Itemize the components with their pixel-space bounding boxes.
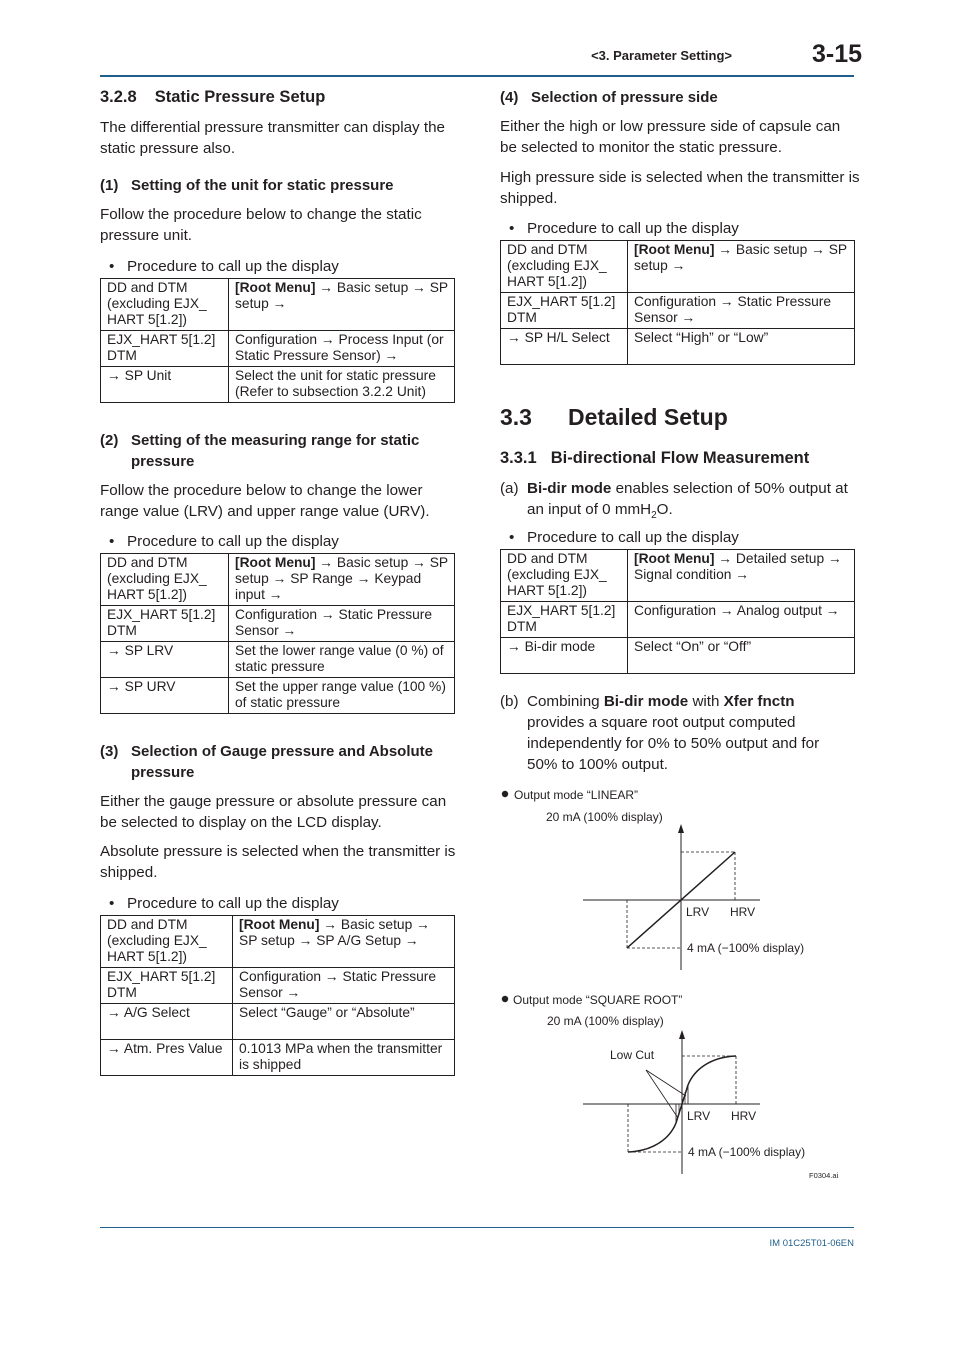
- gauge-procedure-table: [100, 915, 455, 1076]
- table-cell: [Root Menu] → Basic setup → SP setup → SP A/G Setup →: [233, 916, 455, 968]
- heading-pressure-side: (4) Selection of pressure side: [500, 89, 718, 106]
- table-cell: DD and DTM (excluding EJX_ HART 5[1.2]): [101, 554, 229, 606]
- sqrt-caption: Output mode “SQUARE ROOT”: [513, 993, 683, 1007]
- low-cut-pointer: [646, 1070, 686, 1096]
- table-cell: 0.1013 MPa when the transmitter is shipped: [233, 1040, 455, 1076]
- pressure-side-paragraph-2: High pressure side is selected when the transmitter is shipped.: [500, 169, 860, 207]
- table-row: [101, 279, 455, 331]
- sqrt-upper-curve: [682, 1056, 736, 1104]
- table-cell: Select “High” or “Low”: [628, 329, 855, 365]
- heading-3-2-8: 3.2.8 Static Pressure Setup: [100, 88, 326, 106]
- linear-hrv-label: HRV: [730, 905, 756, 919]
- sqrt-bottom-label: 4 mA (−100% display): [688, 1145, 806, 1159]
- heading-setting-unit: (1) Setting of the unit for static pressure: [100, 177, 394, 194]
- bidir-procedure-table: [500, 549, 855, 674]
- table-cell: → Bi-dir mode: [501, 638, 628, 674]
- table-row: [101, 1004, 455, 1040]
- pressure-side-procedure-table: [500, 240, 855, 365]
- pressure-side-bullet: • Procedure to call up the display: [509, 220, 739, 237]
- table-row: [501, 602, 855, 638]
- table-row: [101, 642, 455, 678]
- page-number: 3-15: [812, 40, 863, 68]
- table-cell: DD and DTM (excluding EJX_ HART 5[1.2]): [501, 550, 628, 602]
- table-row: [101, 331, 455, 367]
- y-axis-arrow: [679, 1030, 685, 1039]
- low-cut-pointer: [646, 1070, 678, 1118]
- table-cell: Set the lower range value (0 %) of static pressure: [229, 642, 455, 678]
- gauge-paragraph-2: Absolute pressure is selected when the transmitter is shipped.: [100, 843, 456, 881]
- heading-measuring-range: (2) Setting of the measuring range for static pressure: [100, 432, 420, 470]
- heading-3-3: 3.3 Detailed Setup: [500, 404, 728, 430]
- table-row: [501, 550, 855, 602]
- range-bullet: • Procedure to call up the display: [109, 533, 339, 550]
- bullet-icon: [502, 996, 508, 1002]
- linear-graph: [502, 788, 804, 970]
- table-cell: Configuration → Static Pressure Sensor →: [233, 968, 455, 1004]
- linear-lrv-label: LRV: [686, 905, 710, 919]
- sqrt-hrv-label: HRV: [731, 1109, 757, 1123]
- table-row: [101, 554, 455, 606]
- square-root-graph: [502, 993, 805, 1174]
- table-cell: EJX_HART 5[1.2] DTM: [101, 331, 229, 367]
- table-cell: [Root Menu] → Basic setup → SP setup →: [229, 279, 455, 331]
- table-cell: [Root Menu] → Basic setup → SP setup → SP Range → Keypad input →: [229, 554, 455, 606]
- table-cell: Select the unit for static pressure (Refer to subsection 3.2.2 Unit): [229, 367, 455, 403]
- table-cell: DD and DTM (excluding EJX_ HART 5[1.2]): [501, 241, 628, 293]
- table-cell: → SP H/L Select: [501, 329, 628, 365]
- low-cut-label: Low Cut: [610, 1048, 655, 1062]
- intro-paragraph: The differential pressure transmitter can display the static pressure also.: [100, 119, 445, 157]
- range-procedure-table: [100, 553, 455, 714]
- table-row: [101, 916, 455, 968]
- table-cell: DD and DTM (excluding EJX_ HART 5[1.2]): [101, 916, 233, 968]
- gauge-bullet: • Procedure to call up the display: [109, 895, 339, 912]
- table-row: [101, 678, 455, 714]
- table-cell: EJX_HART 5[1.2] DTM: [501, 293, 628, 329]
- table-cell: Set the upper range value (100 %) of static pressure: [229, 678, 455, 714]
- table-cell: Select “On” or “Off”: [628, 638, 855, 674]
- table-cell: EJX_HART 5[1.2] DTM: [101, 968, 233, 1004]
- range-paragraph: Follow the procedure below to change the lower range value (LRV) and upper range value (URV).: [100, 482, 430, 520]
- unit-bullet: • Procedure to call up the display: [109, 258, 339, 275]
- table-row: [101, 968, 455, 1004]
- heading-gauge-absolute: (3) Selection of Gauge pressure and Absolute pressure: [100, 743, 434, 781]
- table-row: [101, 367, 455, 403]
- table-cell: DD and DTM (excluding EJX_ HART 5[1.2]): [101, 279, 229, 331]
- bidir-bullet: • Procedure to call up the display: [509, 529, 739, 546]
- table-row: [501, 638, 855, 674]
- sqrt-lrv-label: LRV: [687, 1109, 711, 1123]
- header-section-title: <3. Parameter Setting>: [591, 48, 732, 63]
- table-row: [501, 329, 855, 365]
- table-cell: Configuration → Static Pressure Sensor →: [229, 606, 455, 642]
- header-rule: [100, 75, 854, 77]
- figure-id: F0304.ai: [809, 1171, 839, 1180]
- linear-bottom-label: 4 mA (−100% display): [687, 941, 805, 955]
- bidir-paragraph-b: (b) Combining Bi-dir mode with Xfer fnctn provides a square root output computed independently for 0% to 50% output and for 50% to 100% output.: [500, 693, 820, 773]
- table-cell: [Root Menu] → Detailed setup → Signal condition →: [628, 550, 855, 602]
- table-cell: → SP LRV: [101, 642, 229, 678]
- table-cell: Configuration → Process Input (or Static Pressure Sensor) →: [229, 331, 455, 367]
- table-cell: → A/G Select: [101, 1004, 233, 1040]
- pressure-side-paragraph-1: Either the high or low pressure side of capsule can be selected to monitor the static pressure.: [500, 118, 841, 156]
- linear-caption: Output mode “LINEAR”: [514, 788, 639, 802]
- table-cell: → SP URV: [101, 678, 229, 714]
- table-cell: Configuration → Analog output →: [628, 602, 855, 638]
- table-row: [101, 1040, 455, 1076]
- table-cell: → SP Unit: [101, 367, 229, 403]
- output-mode-figure: [490, 780, 860, 1190]
- linear-top-label: 20 mA (100% display): [546, 810, 663, 824]
- gauge-paragraph-1: Either the gauge pressure or absolute pressure can be selected to display on the LCD display.: [100, 793, 447, 831]
- table-cell: EJX_HART 5[1.2] DTM: [501, 602, 628, 638]
- sqrt-top-label: 20 mA (100% display): [547, 1014, 664, 1028]
- bidir-paragraph-a: (a) Bi-dir mode enables selection of 50% output at an input of 0 mmH$_2$O.: [500, 480, 848, 522]
- y-axis-arrow: [678, 824, 684, 833]
- table-cell: EJX_HART 5[1.2] DTM: [101, 606, 229, 642]
- table-cell: Configuration → Static Pressure Sensor →: [628, 293, 855, 329]
- table-cell: Select “Gauge” or “Absolute”: [233, 1004, 455, 1040]
- table-row: [501, 293, 855, 329]
- footer-rule: [100, 1227, 854, 1228]
- table-cell: [Root Menu] → Basic setup → SP setup →: [628, 241, 855, 293]
- unit-procedure-table: [100, 278, 455, 403]
- heading-3-3-1: 3.3.1 Bi-directional Flow Measurement: [500, 449, 810, 467]
- table-row: [501, 241, 855, 293]
- document-number: IM 01C25T01-06EN: [769, 1238, 854, 1249]
- unit-paragraph: Follow the procedure below to change the static pressure unit.: [100, 206, 422, 244]
- table-cell: → Atm. Pres Value: [101, 1040, 233, 1076]
- table-row: [101, 606, 455, 642]
- bullet-icon: [502, 791, 508, 797]
